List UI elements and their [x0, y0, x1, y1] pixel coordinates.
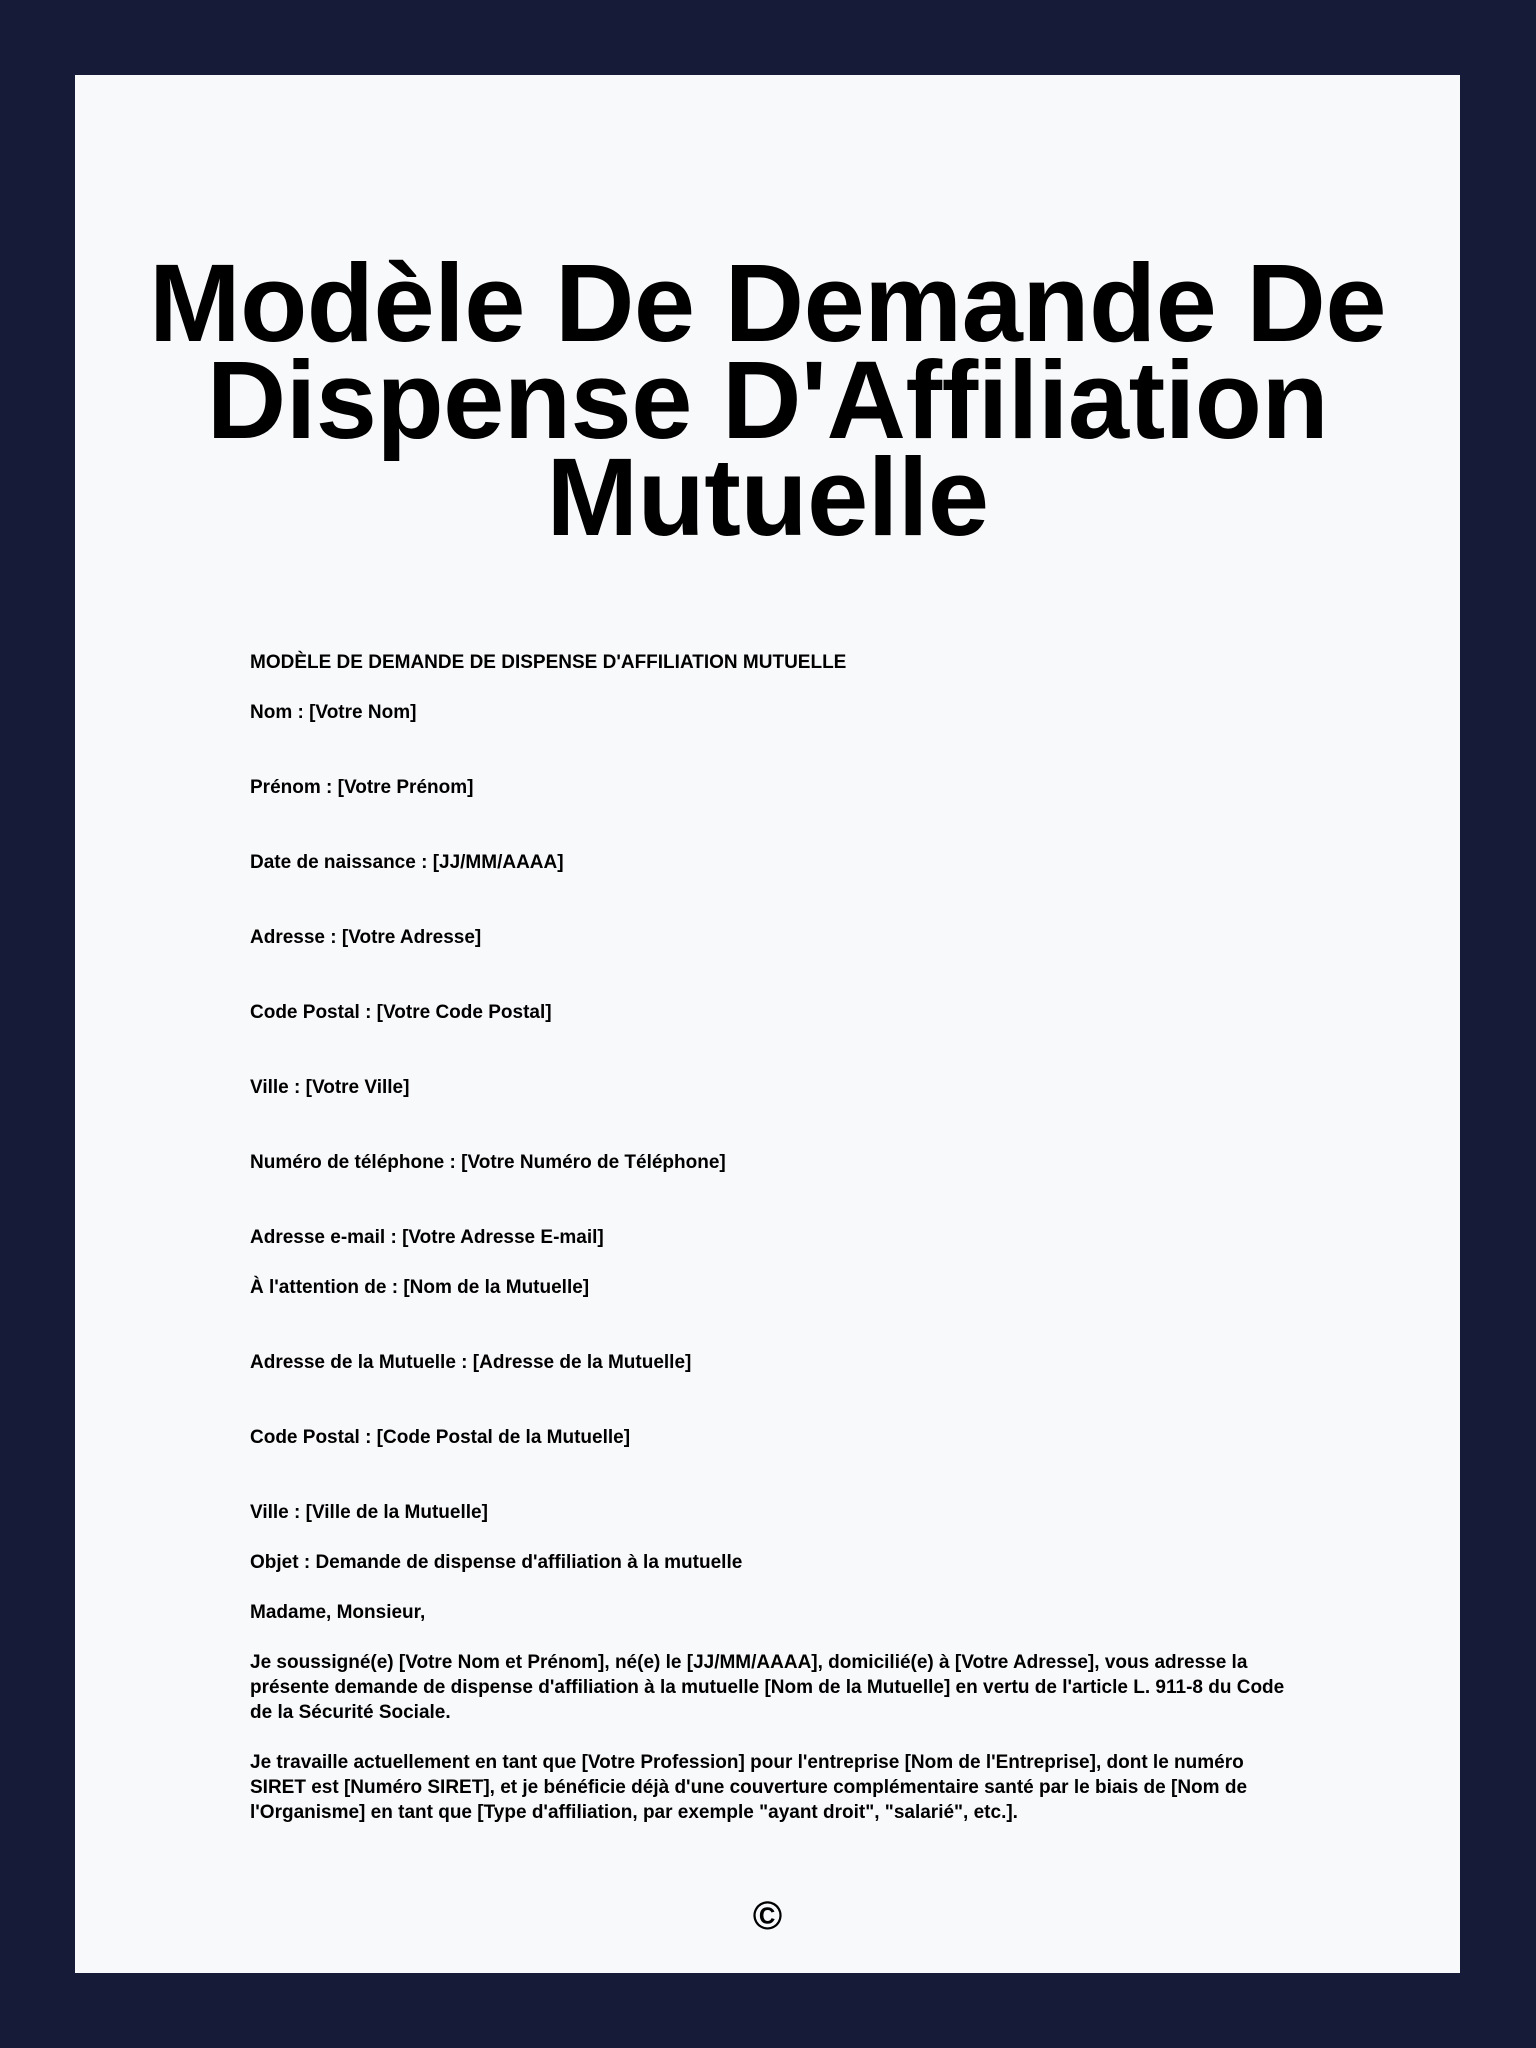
sender-prenom: Prénom : [Votre Prénom]: [250, 777, 474, 798]
sender-telephone: Numéro de téléphone : [Votre Numéro de Téléphone]: [250, 1152, 726, 1173]
sender-ville: Ville : [Votre Ville]: [250, 1077, 410, 1098]
title-line-2: Dispense D'Affiliation: [206, 339, 1329, 462]
sender-adresse: Adresse : [Votre Adresse]: [250, 927, 482, 948]
letter-objet: Objet : Demande de dispense d'affiliation à la mutuelle: [250, 1552, 743, 1573]
sender-code-postal: Code Postal : [Votre Code Postal]: [250, 1002, 552, 1023]
recipient-adresse: Adresse de la Mutuelle : [Adresse de la Mutuelle]: [250, 1352, 692, 1373]
recipient-attention: À l'attention de : [Nom de la Mutuelle]: [250, 1277, 590, 1298]
recipient-ville: Ville : [Ville de la Mutuelle]: [250, 1502, 488, 1523]
recipient-code-postal: Code Postal : [Code Postal de la Mutuelle]: [250, 1427, 631, 1448]
letter-salutation: Madame, Monsieur,: [250, 1602, 426, 1623]
sender-nom: Nom : [Votre Nom]: [250, 702, 417, 723]
document-title: [75, 242, 1460, 559]
title-line-1: Modèle De Demande De: [148, 242, 1386, 365]
sender-email: Adresse e-mail : [Votre Adresse E-mail]: [250, 1227, 604, 1248]
title-line-3: Mutuelle: [546, 436, 989, 559]
document-page: [75, 75, 1460, 1973]
letter-heading: MODÈLE DE DEMANDE DE DISPENSE D'AFFILIATION MUTUELLE: [250, 652, 847, 673]
copyright-icon: ©: [752, 1894, 783, 1938]
letter-paragraph-2: Je travaille actuellement en tant que [Votre Profession] pour l'entreprise [Nom de l'Entreprise], dont le numéro SIRET est [Numéro SIRET], et je bénéficie déjà d'une couverture complémentaire santé par le biais de [Nom de l'Organisme] en tant que [Type d'affiliation, par exemple "ayant droit", "salarié", etc.].: [250, 1752, 1248, 1823]
letter-paragraph-1: Je soussigné(e) [Votre Nom et Prénom], né(e) le [JJ/MM/AAAA], domicilié(e) à [Votre Adresse], vous adresse la présente demande de dispense d'affiliation à la mutuelle [Nom de la Mutuelle] en vertu de l'article L. 911-8 du Code de la Sécurité Sociale.: [250, 1652, 1285, 1723]
sender-naissance: Date de naissance : [JJ/MM/AAAA]: [250, 852, 564, 873]
